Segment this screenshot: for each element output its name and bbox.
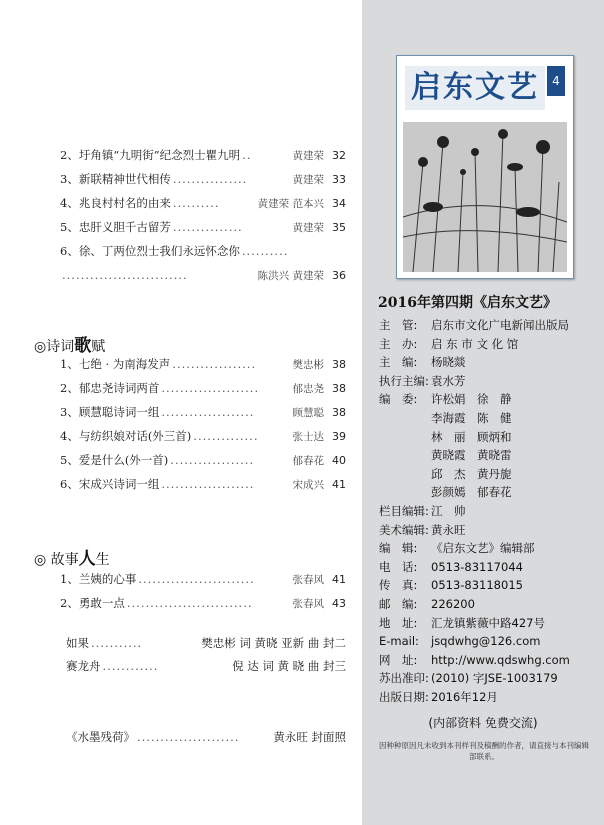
entry-title: 1、七绝 · 为南海发声 [60,357,171,371]
internal-note: (内部资料 免费交流) [428,716,538,730]
masthead-row [379,409,599,427]
masthead-row [379,446,599,464]
magazine-cover [396,55,574,279]
leader-dots: .................... [161,477,255,491]
issue-badge: 4期 [547,66,565,96]
credit-entry [66,634,346,652]
entry-author: 张士达 [292,431,324,443]
masthead-value: 启 东 市 文 化 馆 [431,336,519,351]
masthead-key: E-mail: [379,634,419,649]
masthead-value: 彭颜嫣 郁春花 [431,485,512,500]
masthead-value: 江 帅 [431,504,466,518]
page-number: 40 [332,454,346,467]
leader-dots: ..................... [161,381,260,395]
masthead-value: 黄永旺 [431,522,466,537]
masthead-value: 0513-83118015 [431,578,523,593]
section-poetry-heading: ◎诗词歌赋 [34,336,106,356]
masthead-key: 网 址: [379,652,418,667]
masthead-value: 李海霞 陈 健 [431,411,512,425]
masthead-heading: 2016年第四期《启东文艺》 [378,295,557,311]
page-number: 38 [332,406,346,419]
credit-detail: 黄永旺 封面照 [273,730,346,744]
masthead-row [379,465,599,483]
toc-entry [60,403,346,421]
entry-title: 2、勇敢一点 [60,596,125,610]
entry-author: 宋成兴 [292,479,324,491]
entry-title: 6、宋成兴诗词一组 [60,477,160,491]
masthead-key: 出版日期: [379,690,429,704]
masthead-value: 启东市文化广电新闻出版局 [431,318,569,332]
toc-entry [60,570,346,588]
masthead-row [379,669,599,687]
entry-author: 樊忠彬 [292,359,324,371]
toc-entry [60,355,346,373]
masthead-row [379,632,599,650]
masthead-key: 苏出准印: [379,671,429,686]
masthead-row [379,502,599,520]
toc-entry [60,194,346,212]
masthead-row [379,390,599,408]
entry-title: 4、兆良村村名的由来 [60,196,171,210]
entry-title: 3、新联精神世代相传 [60,172,171,186]
entry-author: 黄建荣 [292,150,324,162]
masthead-value: 杨晓燚 [431,355,466,370]
masthead-value: 邱 杰 黄丹旎 [431,466,512,481]
masthead-key: 传 真: [379,578,418,593]
toc-entry [60,266,346,284]
masthead-value: (2010) 字JSE-1003179 [431,671,558,686]
toc-entry [60,242,346,260]
masthead-value: jsqdwhg@126.com [431,634,541,649]
entry-author: 黄建荣 [292,174,324,186]
credit-title: 赛龙舟 [66,659,101,673]
masthead-key: 电 话: [379,559,418,574]
entry-title: 2、圩角镇“九明街”纪念烈士瞿九明 [60,148,241,162]
page-number: 35 [332,221,346,234]
page-number: 34 [332,197,346,210]
section-life-heading: ◎ 故事人生 [34,549,110,569]
masthead-value: 许松娟 徐 静 [431,392,512,407]
leader-dots: .................... [161,405,255,419]
credit-title: 如果 [66,636,89,650]
leader-dots: ................ [172,172,248,186]
toc-entry [60,427,346,445]
masthead-key: 主 编: [379,355,418,370]
page-number: 38 [332,382,346,395]
credit-entry [66,657,346,675]
credit-detail: 倪 达 词 黄 晓 曲 封三 [232,659,346,673]
entry-title: 2、郁忠尧诗词两首 [60,381,160,395]
masthead-row [379,595,599,613]
masthead-value: 《启东文艺》编辑部 [431,541,535,556]
leader-dots: ...................... [137,730,240,744]
toc-entry [60,379,346,397]
page-number: 32 [332,149,346,162]
toc-entry [60,170,346,188]
masthead-value: 袁水芳 [431,373,466,388]
entry-title: 6、徐、丁两位烈士我们永远怀念你 [60,244,240,258]
page-number: 39 [332,430,346,443]
masthead-key: 地 址: [379,615,418,630]
masthead-key: 编 委: [379,392,418,407]
leader-dots: ........... [91,636,143,650]
masthead-key: 主 办: [379,336,418,351]
masthead-key: 栏目编辑: [379,504,429,518]
entry-author: 顾慧聪 [292,407,324,419]
leader-dots: .......... [241,244,289,258]
page-number: 41 [332,573,346,586]
leader-dots: .......... [172,196,220,210]
masthead-value: http://www.qdswhg.com [431,652,570,667]
leader-dots: ............... [172,220,243,234]
leader-dots: .............. [193,429,259,443]
masthead-key: 主 管: [379,318,418,332]
toc-entry [60,594,346,612]
masthead-row [379,688,599,706]
masthead-row [379,335,599,353]
masthead-key: 编 辑: [379,541,418,556]
leader-dots: ......................... [138,572,255,586]
ink-lotus-image [403,122,567,272]
entry-title: 5、忠肝义胆千古留芳 [60,220,171,234]
masthead-key: 邮 编: [379,597,418,611]
page-number: 43 [332,597,346,610]
masthead-row [379,353,599,371]
entry-author: 郁忠尧 [292,383,324,395]
leader-dots: .................. [172,357,257,371]
masthead-row [379,614,599,632]
entry-title: 1、兰姨的心事 [60,572,137,586]
masthead-row [379,576,599,594]
toc-entry [60,475,346,493]
masthead-row [379,521,599,539]
entry-author: 郁春花 [292,455,324,467]
leader-dots: ........................... [62,268,188,282]
masthead-value: 0513-83117044 [431,559,523,574]
page-number: 36 [332,269,346,282]
footnote: 因种种原因凡未收到本刊样刊及稿酬的作者，请直接与本刊编辑部联系。 [379,741,589,761]
masthead-row [379,316,599,334]
masthead-key: 美术编辑: [379,522,429,537]
entry-author: 张春风 [292,574,324,586]
page-number: 33 [332,173,346,186]
entry-author: 黄建荣 范本兴 [257,198,324,210]
credit-title: 《水墨残荷》 [66,730,135,744]
masthead-row [379,539,599,557]
credit-detail: 樊忠彬 词 黄晓 亚新 曲 封二 [201,636,346,650]
leader-dots: .................. [170,453,255,467]
masthead-value: 黄晓霞 黄晓雷 [431,448,512,463]
masthead-value: 226200 [431,597,475,611]
cover-title: 启东文艺 [405,66,545,110]
entry-title: 4、与纺织娘对话(外三首) [60,429,192,443]
entry-title: 5、爱是什么(外一首) [60,453,169,467]
masthead-row [379,483,599,501]
masthead-value: 汇龙镇紫薇中路427号 [431,615,545,630]
toc-entry [60,146,346,164]
entry-author: 张春风 [292,598,324,610]
page-number: 38 [332,358,346,371]
masthead-value: 林 丽 顾炳和 [431,429,512,444]
masthead-row [379,428,599,446]
toc-entry [60,451,346,469]
leader-dots: ............ [102,659,159,673]
entry-author: 陈洪兴 黄建荣 [257,270,324,282]
masthead-row [379,372,599,390]
masthead-key: 执行主编: [379,373,429,388]
leader-dots: ........................... [126,596,253,610]
entry-author: 黄建荣 [292,222,324,234]
page-number: 41 [332,478,346,491]
masthead-row [379,651,599,669]
credit-entry [66,728,346,746]
masthead-row [379,558,599,576]
toc-entry [60,218,346,236]
entry-title: 3、顾慧聪诗词一组 [60,405,160,419]
leader-dots: .. [242,148,252,162]
masthead-value: 2016年12月 [431,690,498,704]
